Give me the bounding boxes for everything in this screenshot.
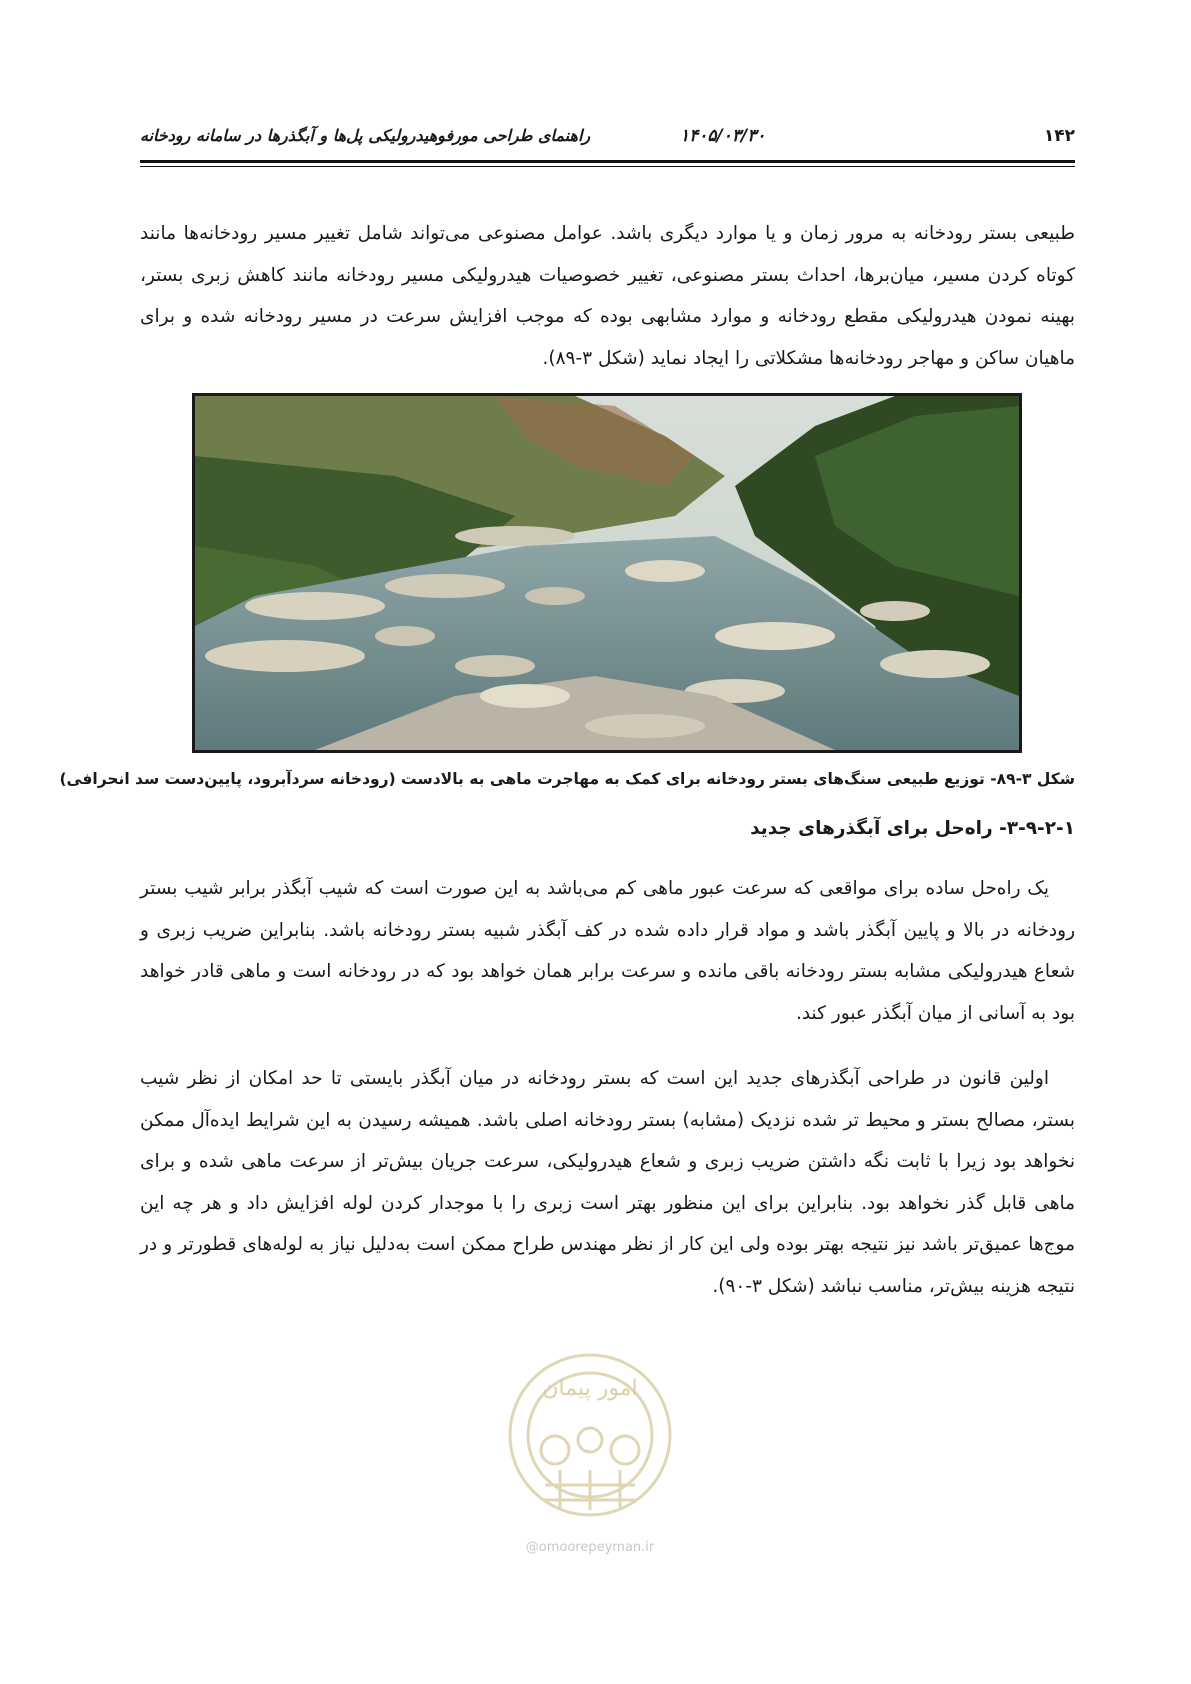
header-date: ۱۴۰۵/۰۳/۳۰ (680, 126, 766, 146)
seal-text: امور پیمان (542, 1376, 638, 1401)
watermark-seal (485, 1335, 695, 1535)
page-number: ۱۴۲ (1043, 126, 1075, 146)
river-photo (192, 393, 1022, 753)
section-heading: ۳-۹-۲-۱- راه‌حل برای آبگذرهای جدید (750, 818, 1075, 839)
paragraph-text: یک راه‌حل ساده برای مواقعی که سرعت عبور ماهی کم می‌باشد به این صورت است که شیب آبگذر برابر شیب بستر رودخانه در بالا و پایین آبگذر باشد و مواد قرار داده شده در کف آبگذر شبیه بستر رودخانه باشد. بنابراین ضریب زبری و شعاع هیدرولیکی مشابه بستر رودخانه باقی مانده و سرعت برابر همان خواهد بود که در رودخانه است و ماهی قادر خواهد بود به آسانی از میان آبگذر عبور کند. (140, 878, 1075, 1024)
header-title: راهنمای طراحی مورفوهیدرولیکی پل‌ها و آبگذرها در سامانه رودخانه (140, 126, 591, 145)
figure-caption: شکل ۳-۸۹- توزیع طبیعی سنگ‌های بستر رودخانه برای کمک به مهاجرت ماهی به بالادست (رودخانه سردآبرود، پایین‌دست سد انحرافی) (59, 770, 1075, 788)
body-paragraph-1 (140, 213, 1075, 379)
body-paragraph-2 (140, 868, 1075, 1034)
paragraph-text: اولین قانون در طراحی آبگذرهای جدید این است که بستر رودخانه در میان آبگذر بایستی تا حد امکان از نظر شیب بستر، مصالح بستر و محیط تر شده نزدیک (مشابه) بستر رودخانه اصلی باشد. همیشه رسیدن به این شرایط ایده‌آل ممکن نخواهد بود زیرا با ثابت نگه داشتن ضریب زبری و شعاع هیدرولیکی، سرعت جریان بیش‌تر از سرعت ماهی شده و برای ماهی قابل گذر نخواهد بود. بنابراین برای این منظور بهتر است زبری را با موجدار کردن لوله افزایش داد و هر چه این موج‌ها عمیق‌تر باشد نیز نتیجه بهتر بوده ولی این کار از نظر مهندس طراح ممکن است به‌دلیل نیاز به لوله‌های قطورتر و در نتیجه هزینه بیش‌تر، مناسب نباشد (شکل ۳-۹۰). (140, 1068, 1075, 1297)
header-rule-thin (140, 166, 1075, 167)
paragraph-text: طبیعی بستر رودخانه به مرور زمان و یا موارد دیگری باشد. عوامل مصنوعی می‌تواند شامل تغییر مسیر رودخانه‌ها مانند کوتاه کردن مسیر، میان‌برها، احداث بستر مصنوعی، تغییر خصوصیات هیدرولیکی مسیر رودخانه مانند کاهش زبری بستر، بهینه نمودن هیدرولیکی مقطع رودخانه و موارد مشابهی بوده که موجب افزایش سرعت در مسیر رودخانه شده و برای ماهیان ساکن و مهاجر رودخانه‌ها مشکلاتی را ایجاد نماید (شکل ۳-۸۹). (140, 223, 1075, 369)
body-paragraph-3 (140, 1058, 1075, 1307)
river-photo-image (195, 396, 1019, 750)
watermark-site: @omoorepeyman.ir (525, 1540, 655, 1555)
header-rule (140, 160, 1075, 163)
page-header (140, 126, 1075, 160)
seal-logo-icon (485, 1335, 695, 1535)
